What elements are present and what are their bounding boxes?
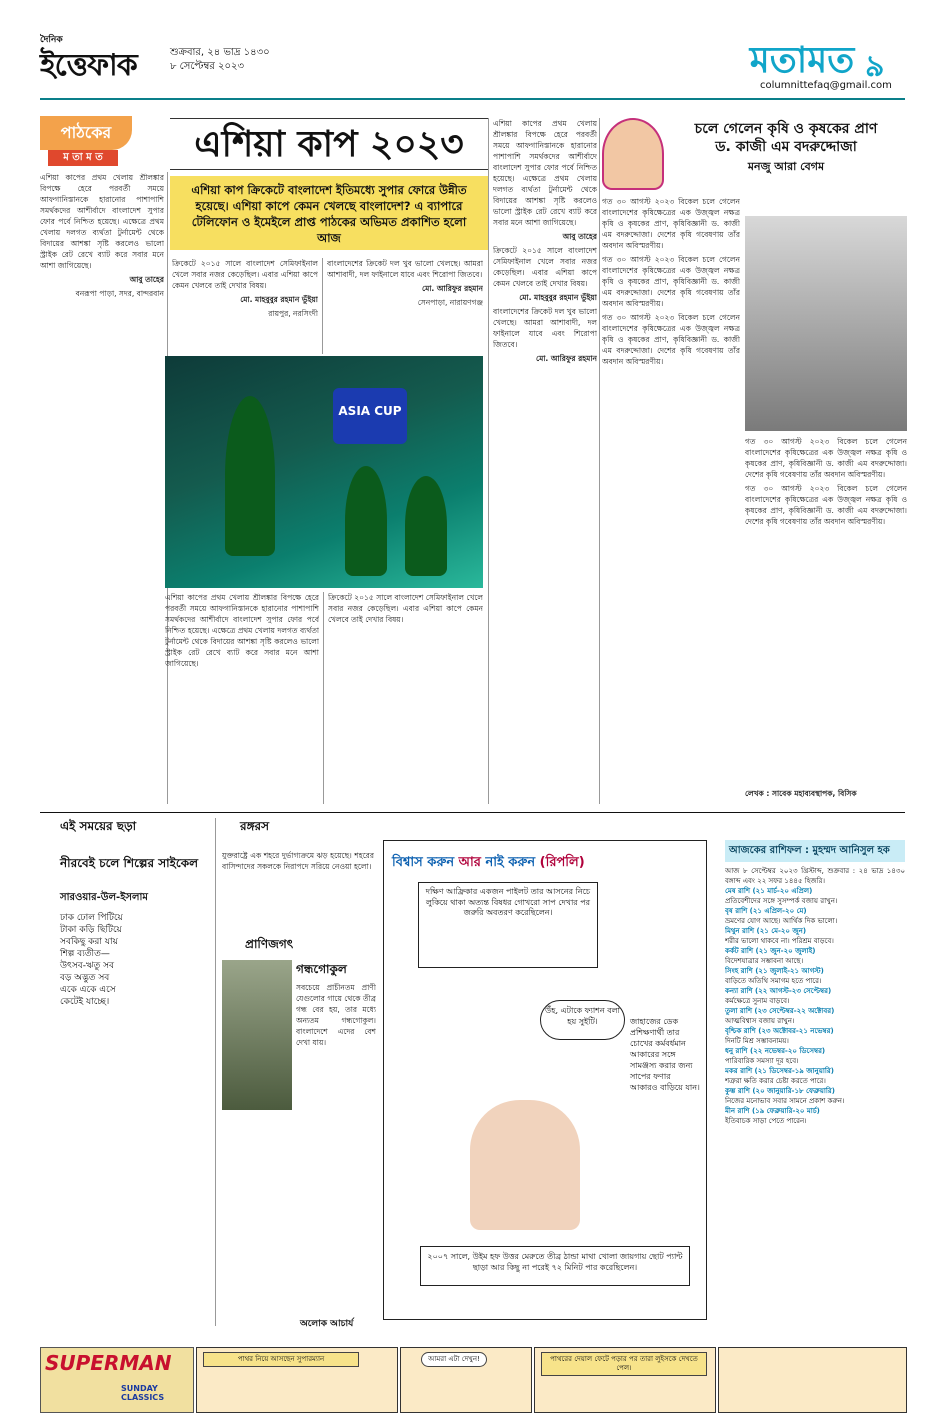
sign-text: শরীর ভালো থাকবে না। পরিশ্রম বাড়বে। [725,937,834,945]
article-title-line1: চলে গেলেন কৃষি ও কৃষকের প্রাণ [694,121,878,137]
column-divider [488,118,489,804]
article-title [666,120,906,156]
page-number: ৯ [865,49,885,84]
column-divider [322,258,323,354]
letter-column-3 [327,258,483,354]
sign-name: মকর রাশি (২১ ডিসেম্বর-১৯ জানুয়ারি) [725,1067,834,1075]
letter-text: এশিয়া কাপের প্রথম খেলায় শ্রীলঙ্কার বিপক্ষে হেরে পরবর্তী সময়ে আফগানিস্তানকে হারানোর পাশাপাশি সমর্থকদের আশীর্বাদে বাংলাদেশ সুপার ফোর পর্বে নিশ্চিত হয়েছে। এক্ষেত্রে প্রথম খেলায় দলগত ব্যর্থতা টুর্নামেন্ট থেকে বিদায়ের আশঙ্কা সৃষ্টি করলেও ভালো স্ট্রাইক রেট রেখে ব্যাট করে সবার মনে আশা জাগিয়েছে। [165,593,319,668]
horoscope-body [725,866,905,1326]
letter-text: ক্রিকেটে ২০১৫ সালে বাংলাদেশ সেমিফাইনাল খেলে সবার নজর কেড়েছিল। এবার এশিয়া কাপে কেমন খেলবে তাই দেখার বিষয়। [172,259,318,290]
letter-text: ক্রিকেটে ২০১৫ সালে বাংলাদেশ সেমিফাইনাল খেলে সবার নজর কেড়েছিল। এবার এশিয়া কাপে কেমন খেলবে তাই দেখার বিষয়। [493,246,597,288]
headline-deck: এশিয়া কাপ ক্রিকেটে বাংলাদেশ ইতিমধ্যে সুপার ফোরে উন্নীত হয়েছে। এশিয়া কাপে কেমন খেলছে বাংলাদেশ? এ ব্যাপারে টেলিফোন ও ইমেইলে প্রাপ্ত পাঠকের অভিমত প্রকাশিত হলো আজ [170,176,488,250]
comic-panel-2 [400,1347,532,1413]
speech-bubble: উঁহ, এটাকে ফ্যাশন বলা হয় সুইটি। [540,1000,625,1040]
column-email: columnittefaq@gmail.com [760,80,892,91]
sign-name: বৃশ্চিক রাশি (২৩ অক্টোবর-২১ নভেম্বর) [725,1027,834,1035]
comic-subtitle: SUNDAY CLASSICS [121,1384,165,1402]
column-divider [323,592,324,804]
sign-name: মিথুন রাশি (২১ মে-২০ জুন) [725,927,807,935]
article-paragraph: গত ৩০ আগস্ট ২০২৩ বিকেল চলে গেলেন বাংলাদেশের কৃষিক্ষেত্রের এক উজ্জ্বল নক্ষত্র কৃষি ও কৃষকের প্রাণ, কৃষিবিজ্ঞানী ড. কাজী এম বদরুদ্দোজা। দেশের কৃষি গবেষণায় তাঁর অবদান অবিস্মরণীয়। [745,437,907,479]
comic-panel-1 [196,1347,398,1413]
sign-text: পারিবারিক সমস্যা দূর হবে। [725,1057,799,1065]
poem-line: উৎসব-ঋতু সব [60,961,115,971]
letter-text: বাংলাদেশের ক্রিকেট দল খুব ভালো খেলছে। আমরা আশাবাদী, দল ফাইনালে যাবে এবং শিরোপা জিতবে। [327,259,483,279]
letter-column-4 [165,592,319,804]
player-figure [225,396,275,556]
letter-column-5 [328,592,483,804]
ripley-caption-1: দক্ষিণ আফ্রিকার একজন পাইলট তার আসনের নিচে লুকিয়ে থাকা অত্যন্ত বিষধর গোখরো সাপ দেখার পর জরুরি অবতরণ করেছিলেন। [418,882,598,968]
sign-text: বাড়িতে অতিথি সমাগম হতে পারে। [725,977,822,985]
poem-line: সবকিছু করা যায় [60,937,118,947]
ripley-header-b: আর [458,855,481,870]
letter-place: সেনপাড়া, নারায়ণগঞ্জ [417,298,483,307]
sign-text: নিজের মনোভাব সবার সামনে প্রকাশ করুন। [725,1097,845,1105]
horoscope-intro: আজ ৮ সেপ্টেম্বর ২০২৩ খ্রিস্টাব্দ, শুক্রবার : ২৪ ভাদ্র ১৪৩০ বঙ্গাব্দ এবং ২২ সফর ১৪৪৫ হিজরি। [725,867,905,885]
main-headline: এশিয়া কাপ ২০২৩ [170,118,488,170]
article-body-col1 [602,196,740,784]
nature-text [296,982,376,1232]
letter-signature: মো. মাহবুবুর রহমান ভুঁইয়া [519,293,597,302]
letter-column-2 [172,258,318,354]
asia-cup-logo: ASIA CUP [333,388,407,444]
humor-section-title: রঙ্গরস [240,819,270,833]
nature-paragraph: সবচেয়ে প্রাচীনতম প্রাণী যেগুলোর গায়ে থেকে তীব্র গন্ধ বের হয়, তার মধ্যে অন্যতম গন্ধগোকুল। বাংলাদেশে এদের বেশ দেখা যায়। [296,983,376,1047]
player-figure [345,466,387,576]
article-paragraph: গত ৩০ আগস্ট ২০২৩ বিকেল চলে গেলেন বাংলাদেশের কৃষিক্ষেত্রের এক উজ্জ্বল নক্ষত্র কৃষি ও কৃষকের প্রাণ, কৃষিবিজ্ঞানী ড. কাজী এম বদরুদ্দোজা। দেশের কৃষি গবেষণায় তাঁর অবদান অবিস্মরণীয়। [602,255,740,308]
sign-text: প্রতিবেশীদের সঙ্গে সুসম্পর্ক বজায় রাখুন। [725,897,838,905]
comic-caption: পাথরের দেয়াল ফেটে পড়ার পর তারা লুইসকে দেখতে পেল। [541,1352,707,1376]
publication-date [170,46,270,74]
letter-column-6 [493,118,597,804]
ripley-caption-3: ২০০৭ সালে, উইম হফ উত্তর মেরুতে তীব্র ঠান্ডা মাথা খোলা জায়গায় ছোট প্যান্ট ছাড়া আর কিছু না পরেই ৭২ মিনিট পার করেছিলেন। [420,1246,690,1286]
humor-text [222,850,374,930]
sign-name: কর্কট রাশি (২১ জুন-২০ জুলাই) [725,947,816,955]
ripley-header [392,850,692,876]
section-divider [40,812,905,813]
section-title: মতামত [749,40,855,81]
player-figure [405,476,447,576]
article-paragraph: গত ৩০ আগস্ট ২০২৩ বিকেল চলে গেলেন বাংলাদেশের কৃষিক্ষেত্রের এক উজ্জ্বল নক্ষত্র কৃষি ও কৃষকের প্রাণ, কৃষিবিজ্ঞানী ড. কাজী এম বদরুদ্দোজা। দেশের কৃষি গবেষণায় তাঁর অবদান অবিস্মরণীয়। [745,484,907,526]
sign-text: বিদেশযাত্রার সম্ভাবনা আছে। [725,957,804,965]
nature-author: অলোক আচার্য [300,1319,354,1329]
logo-prefix: দৈনিক [40,35,63,45]
reader-sub-label: ম তা ম ত [48,150,118,166]
poem-line: বড় অদ্ভুত সব [60,973,110,983]
letter-signature: মো. আরিফুর রহমান [422,284,483,293]
sign-text: শত্রুরা ক্ষতি করার চেষ্টা করতে পারে। [725,1077,826,1085]
poem-section-title: এই সময়ের ছড়া [60,819,137,833]
poem-line: শিল্প ব্যতীত— [60,949,110,959]
sign-name: বৃষ রাশি (২১ এপ্রিল-২০ মে) [725,907,807,915]
letter-column-1 [40,172,164,804]
ripley-header-a: বিশ্বাস করুন [392,855,455,870]
letter-text: ক্রিকেটে ২০১৫ সালে বাংলাদেশ সেমিফাইনাল খেলে সবার নজর কেড়েছিল। এবার এশিয়া কাপে কেমন খেলবে তাই দেখার বিষয়। [328,593,483,624]
article-paragraph: গত ৩০ আগস্ট ২০২৩ বিকেল চলে গেলেন বাংলাদেশের কৃষিক্ষেত্রের এক উজ্জ্বল নক্ষত্র কৃষি ও কৃষকের প্রাণ, কৃষিবিজ্ঞানী ড. কাজী এম বদরুদ্দোজা। দেশের কৃষি গবেষণায় তাঁর অবদান অবিস্মরণীয়। [602,313,740,366]
sign-text: আত্মবিশ্বাস বজায় রাখুন। [725,1017,795,1025]
date-bengali: শুক্রবার, ২৪ ভাদ্র ১৪৩০ [170,47,270,58]
poem-line: একে একে এসে [60,985,116,995]
article-body-col2 [745,436,907,784]
poem-author: সারওয়ার-উল-ইসলাম [60,892,148,903]
cricket-photo [165,356,483,588]
comic-panel-4 [718,1347,907,1413]
article-paragraph: গত ৩০ আগস্ট ২০২৩ বিকেল চলে গেলেন বাংলাদেশের কৃষিক্ষেত্রের এক উজ্জ্বল নক্ষত্র কৃষি ও কৃষকের প্রাণ, কৃষিবিজ্ঞানী ড. কাজী এম বদরুদ্দোজা। দেশের কৃষি গবেষণায় তাঁর অবদান অবিস্মরণীয়। [602,197,740,250]
poem-title: নীরবেই চলে শিল্পের সাইকেল [60,856,199,870]
comic-title: SUPERMAN [45,1351,172,1375]
masthead [40,35,905,100]
sign-name: ধনু রাশি (২২ নভেম্বর-২০ ডিসেম্বর) [725,1047,826,1055]
letter-signature: আবু তাহের [129,275,164,284]
sign-text: কর্মক্ষেত্রে সুনাম বাড়বে। [725,997,790,1005]
letter-place: রায়পুর, নরসিংদী [268,309,318,318]
humor-paragraph: যুক্তরাষ্ট্রে এক শহরে দুর্ভাগ্যক্রমে ঝড় হয়েছে। শহরের বাসিন্দাদের সকলকে নিরাপদে সরিয়ে নেওয়া হলো। [222,851,374,871]
sign-text: ইতিবাচক সাড়া পেতে পারেন। [725,1117,807,1125]
newspaper-logo: ইত্তেফাক [40,48,137,83]
letter-text: বাংলাদেশের ক্রিকেট দল খুব ভালো খেলছে। আমরা আশাবাদী, দল ফাইনালে যাবে এবং শিরোপা জিতবে। [493,307,597,349]
reader-label: পাঠকের [40,116,132,150]
civet-photo [222,960,292,1110]
sign-name: কন্যা রাশি (২২ আগস্ট-২৩ সেপ্টেম্বর) [725,987,832,995]
ripley-caption-2: জাহাজের ডেক প্রশিক্ষণার্থী তার চোখের কর্মবর্ধমান আকারের সঙ্গে সামঞ্জস্য করার জন্য সাপের ফণার আকারও বাড়িয়ে যান। [630,1017,700,1092]
article-author: মনজু আরা বেগম [747,160,825,173]
poem-body [60,912,200,1008]
date-english: ৮ সেপ্টেম্বর ২০২৩ [170,61,245,72]
poem-line: ঢাক ঢোল পিটিয়ে [60,913,123,923]
article-title-line2: ড. কাজী এম বদরুদ্দোজা [715,139,857,155]
ripley-header-c: নাই করুন [485,855,536,870]
sign-name: কুম্ভ রাশি (২০ জানুয়ারি-১৮ ফেব্রুয়ারি) [725,1087,835,1095]
letter-signature: আবু তাহের [562,232,597,241]
comic-caption: পাথর নিয়ে আসছেন সুপারম্যান [203,1352,359,1367]
horoscope-title: আজকের রাশিফল : মুহম্মদ আনিসুল হক [725,840,905,862]
sign-name: তুলা রাশি (২৩ সেপ্টেম্বর-২২ অক্টোবর) [725,1007,835,1015]
man-illustration [470,1100,580,1230]
comic-cover [40,1347,194,1413]
column-divider [599,118,600,804]
column-divider [215,818,216,1326]
sign-name: সিংহ রাশি (২১ জুলাই-২১ আগস্ট) [725,967,824,975]
letter-text: এশিয়া কাপের প্রথম খেলায় শ্রীলঙ্কার বিপক্ষে হেরে পরবর্তী সময়ে আফগানিস্তানকে হারানোর পাশাপাশি সমর্থকদের আশীর্বাদে বাংলাদেশ সুপার ফোর পর্বে নিশ্চিত হয়েছে। এক্ষেত্রে প্রথম খেলায় দলগত ব্যর্থতা টুর্নামেন্ট থেকে বিদায়ের আশঙ্কা সৃষ্টি করলেও ভালো স্ট্রাইক রেট রেখে ব্যাট করে সবার মনে আশা জাগিয়েছে। [40,173,164,270]
sign-name: মেষ রাশি (২১ মার্চ-২০ এপ্রিল) [725,887,813,895]
comic-speech-bubble: আমরা এটা দেখুন! [421,1352,487,1367]
letter-signature: মো. মাহবুবুর রহমান ভুঁইয়া [240,295,318,304]
nature-section-title: প্রাণিজগৎ [245,937,294,951]
poem-line: টাকা কড়ি ছিটিয়ে [60,925,122,935]
author-portrait [602,118,664,190]
article-footer: লেখক : সাবেক মহাব্যবস্থাপক, বিসিক [745,789,857,798]
reader-opinion-badge [40,116,162,168]
sign-text: ভ্রমণের যোগ আছে। আর্থিক দিক ভালো। [725,917,838,925]
poem-line: কেটেই যাচ্ছে। [60,997,110,1007]
ripley-header-d: (রিপলি) [539,855,585,870]
letter-signature: মো. আরিফুর রহমান [536,354,597,363]
comic-panel-3 [534,1347,716,1413]
letter-text: এশিয়া কাপের প্রথম খেলায় শ্রীলঙ্কার বিপক্ষে হেরে পরবর্তী সময়ে আফগানিস্তানকে হারানোর পাশাপাশি সমর্থকদের আশীর্বাদে বাংলাদেশ সুপার ফোর পর্বে নিশ্চিত হয়েছে। এক্ষেত্রে প্রথম খেলায় দলগত ব্যর্থতা টুর্নামেন্ট থেকে বিদায়ের আশঙ্কা সৃষ্টি করলেও ভালো স্ট্রাইক রেট রেখে ব্যাট করে সবার মনে আশা জাগিয়েছে। [493,119,597,227]
subject-photo [745,216,907,431]
letter-place: বনরূপা পাড়া, সদর, বান্দরবান [75,289,164,298]
sign-text: দিনটি মিশ্র সম্ভাবনাময়। [725,1037,789,1045]
sign-name: মীন রাশি (১৯ ফেব্রুয়ারি-২০ মার্চ) [725,1107,820,1115]
nature-title: গন্ধগোকুল [296,962,347,976]
